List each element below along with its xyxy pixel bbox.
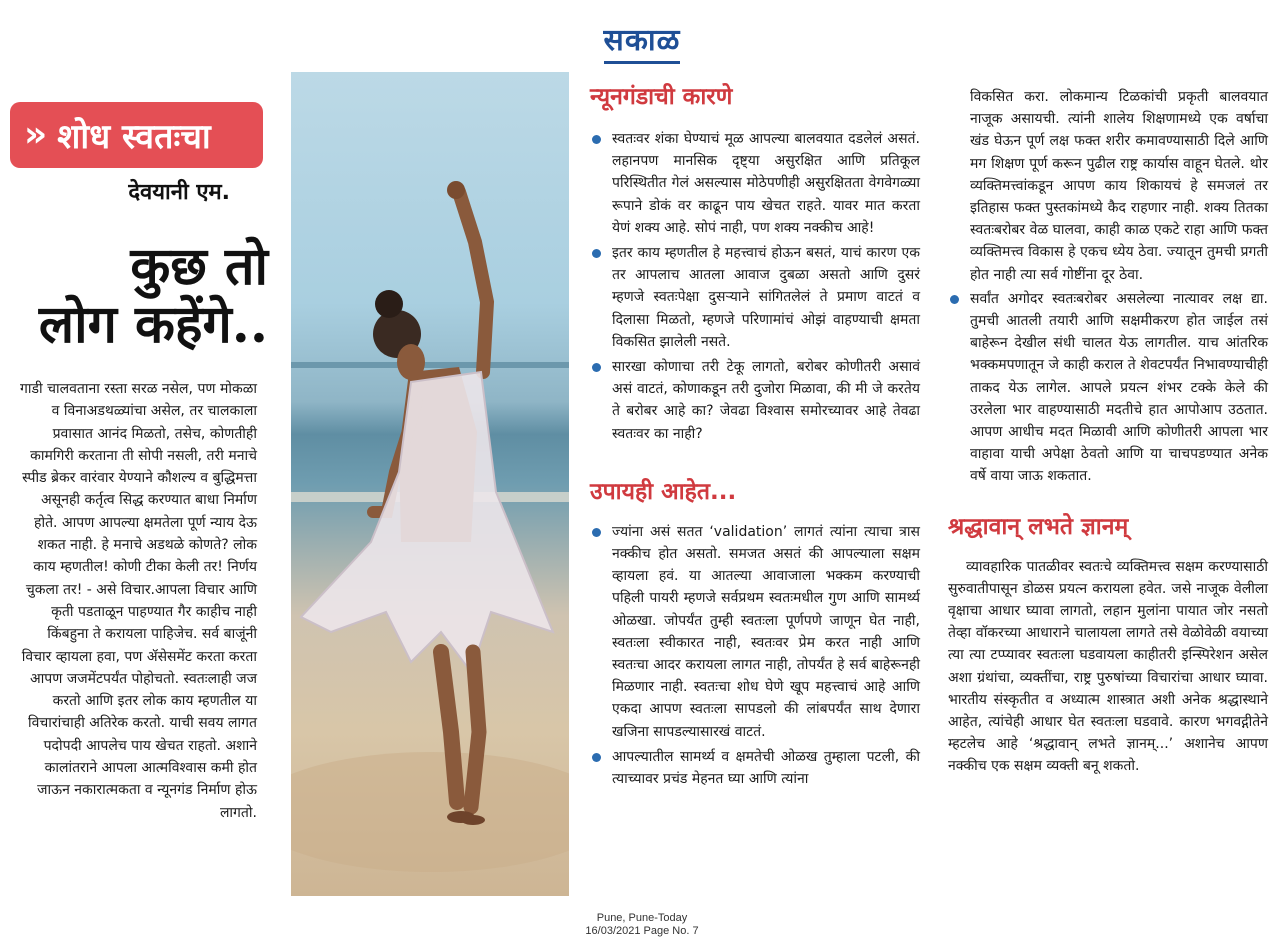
masthead-logo: [0, 18, 1284, 64]
footer-date-page: 16/03/2021 Page No. 7: [585, 925, 699, 937]
list-item: ज्यांना असं सतत ‘validation’ लागतं त्यांना त्याचा त्रास नक्कीच होत असतो. समजत असतं की आपल्याला सक्षम व्हायला हवं. या आतल्या आवाजाला भक्कम करण्याची पहिली पायरी म्हणजे सर्वप्रथम स्वतःमधील गुण आणि सामर्थ्य ओळखा. जोपर्यंत तुम्ही स्वतःला पूर्णपणे जाणून घेत नाही, स्वतःला स्वीकारत नाही, स्वतःवर प्रेम करत नाही आणि स्वतःचा आदर करायला लागत नाही, तोपर्यंत हे सर्व बाहेरूनही मिळणार नाही. स्वतःचा शोध घेणे खूप महत्त्वाचं आहे आणि एकदा आपण स्वतःला सापडलो की लांबपर्यंत साथ देणारा खजिना सापडल्यासारखं वाटतं.: [590, 521, 920, 743]
author-name: देवयानी एम.: [128, 180, 230, 205]
page-footer: [0, 912, 1284, 938]
column-tag-label: शोध स्वतःचा: [57, 117, 211, 157]
remedies-list-continued: [948, 288, 1268, 488]
column-continued-faith: [948, 86, 1268, 778]
column-tag-banner: [10, 102, 263, 168]
list-item: स्वतःवर शंका घेण्याचं मूळ आपल्या बालवयात दडलेलं असतं. लहानपण मानसिक दृष्ट्या असुरक्षित आणि प्रतिकूल परिस्थितीत गेलं असल्यास मोठेपणीही असुरक्षितता वेगवेगळ्या रूपाने डोकं वर काढून पाय खेचत राहते. यावर मात करता येणं शक्य आहे. सोपं नाही, पण शक्य नक्कीच आहे!: [590, 128, 920, 239]
list-item: सर्वांत अगोदर स्वतःबरोबर असलेल्या नात्यावर लक्ष द्या. तुमची आतली तयारी आणि सक्षमीकरण होत जाईल तसं बाहेरून देखील संधी चालत येऊ लागतील. याच आंतरिक भक्कमपणातून जे काही कराल ते शेवटपर्यंत निभावण्याचीही ताकद येऊ लागेल. आपले प्रयत्न शंभर टक्के केले की उरलेला भार वाहण्यासाठी मदतीचे हात आपोआप उठतात. आपण आधीच मदत मिळावी आणि कोणीतरी आपला भार वाहावा याची अपेक्षा ठेवतो आणि या चाचपडण्यात अनेक वर्षे वाया जाऊ शकतात.: [948, 288, 1268, 488]
intro-paragraph: गाडी चालवताना रस्ता सरळ नसेल, पण मोकळा व विनाअडथळ्यांचा असेल, तर चालकाला प्रवासात आनंद मिळतो, तसेच, कोणतीही कामगिरी करताना ती सोपी नसली, तरी मनाचे स्पीड ब्रेकर वारंवार येण्याने कौशल्य व बुद्धिमत्ता असूनही कर्तृत्व सिद्ध करण्यात बाधा निर्माण होते. आपण आपल्या क्षमतेला पूर्ण न्याय देऊ शकत नाही. हे मनाचे अडथळे कोणते? लोक काय म्हणतील! कोणी टीका केली तर! निर्णय चुकला तर! - असे विचार.आपला विचार आणि कृती पडताळून पाहण्यात गैर काहीच नाही किंबहुना ते करायला पाहिजेच. सर्व बाजूंनी विचार व्हायला हवा, पण ॲसेसमेंट करता करता आपण जजमेंटपर्यंत पोहोचतो. स्वतःलाही जज करतो आणि इतर लोक काय म्हणतील या विचारांचाही अतिरेक करतो. याची सवय लागत पदोपदी आपलेच पाय खेचत राहतो. अशाने कालांतराने आपला आत्मविश्वास कमी होत जाऊन नकारात्मकता व न्यूनगंड निर्माण होऊ लागतो.: [20, 381, 257, 821]
causes-list: [590, 128, 920, 445]
masthead-title: सकाळ: [603, 23, 681, 58]
list-item: इतर काय म्हणतील हे महत्त्वाचं होऊन बसतं, याचं कारण एक तर आपलाच आतला आवाज दुबळा असतो आणि दुसरं म्हणजे स्वतःपेक्षा दुसऱ्याने सांगितलेलं ते प्रमाण वाटतं व दिलासा मिळतो, म्हणजे परिणामांचं ओझं वाहण्याची क्षमता विकसित झालेली नसते.: [590, 242, 920, 353]
faith-paragraph: व्यावहारिक पातळीवर स्वतःचे व्यक्तिमत्त्व सक्षम करण्यासाठी सुरुवातीपासून डोळस प्रयत्न करायला हवेत. जसे नाजूक वेलीला वृक्षाचा आधार घ्यावा लागतो, लहान मुलांना पायात जोर नसतो तेव्हा वॉकरच्या आधाराने चालायला लागते तसे वेळोवेळी वयाच्या त्या त्या टप्प्यावर स्वतःला घडवायला काहीतरी इन्स्पिरेशन असेल अशा ग्रंथांचा, व्यक्तींचा, राष्ट्र पुरुषांच्या विचारांचा आधार घ्यावा. भारतीय संस्कृतीत व अध्यात्म शास्त्रात अशी अनेक श्रद्धास्थाने आहेत, त्यांचेही आधार घेत स्वतःला घडवावे. कारण भगवद्गीतेने म्हटलेच आहे ‘श्रद्धावान् लभते ज्ञानम्...’ अशानेच आपण नक्कीच एक सक्षम व्यक्ती बनू शकतो.: [948, 558, 1268, 775]
list-item: आपल्यातील सामर्थ्य व क्षमतेची ओळख तुम्हाला पटली, की त्याच्यावर प्रचंड मेहनत घ्या आणि त्यांना: [590, 746, 920, 790]
masthead-underline: [604, 61, 680, 64]
dancer-illustration: [291, 72, 569, 896]
article-headline: [10, 238, 268, 354]
headline-line-2: लोग कहेंगे..: [38, 294, 268, 355]
section-title-remedies: उपायही आहेत...: [590, 478, 737, 505]
remedies-list: [590, 521, 920, 790]
footer-edition: Pune, Pune-Today: [596, 912, 688, 924]
section-title-faith: श्रद्धावान् लभते ज्ञानम्: [948, 513, 1129, 540]
headline-line-1: कुछ तो: [130, 236, 268, 297]
section-title-causes: न्यूनगंडाची कारणे: [590, 84, 733, 110]
remedies-continued-paragraph: विकसित करा. लोकमान्य टिळकांची प्रकृती बालवयात नाजूक असायची. त्यांनी शालेय शिक्षणामध्ये एक वर्षाचा खंड घेऊन पूर्ण लक्ष फक्त शरीर कमावण्यासाठी दिले आणि मग शिक्षण पूर्ण करून पुढील राष्ट्र कार्यास वाहून घेतले. थोर व्यक्तिमत्त्वांकडून आपण काय शिकायचं हे समजलं तर इतिहास फक्त पुस्तकांमध्ये कैद राहणार नाही. शक्य तितका स्वतःबरोबर वेळ घालवा, काही काळ एकटे राहा आणि फक्त व्यक्तिमत्त्व विकास हे एकच ध्येय ठेवा. ज्यातून तुमची प्रगती होत नाही त्या सर्व गोष्टींना दूर ठेवा.: [970, 89, 1268, 283]
chevron-right-icon: »: [24, 114, 48, 155]
list-item: सारखा कोणाचा तरी टेकू लागतो, बरोबर कोणीतरी असावं असं वाटतं, कोणाकडून तरी दुजोरा मिळावा, की मी जे करतेय ते बरोबर आहे का? जेवढा विश्वास समोरच्यावर आहे तेवढा स्वतःवर का नाही?: [590, 356, 920, 445]
article-photo: [291, 72, 569, 896]
column-causes-remedies: [590, 80, 920, 793]
